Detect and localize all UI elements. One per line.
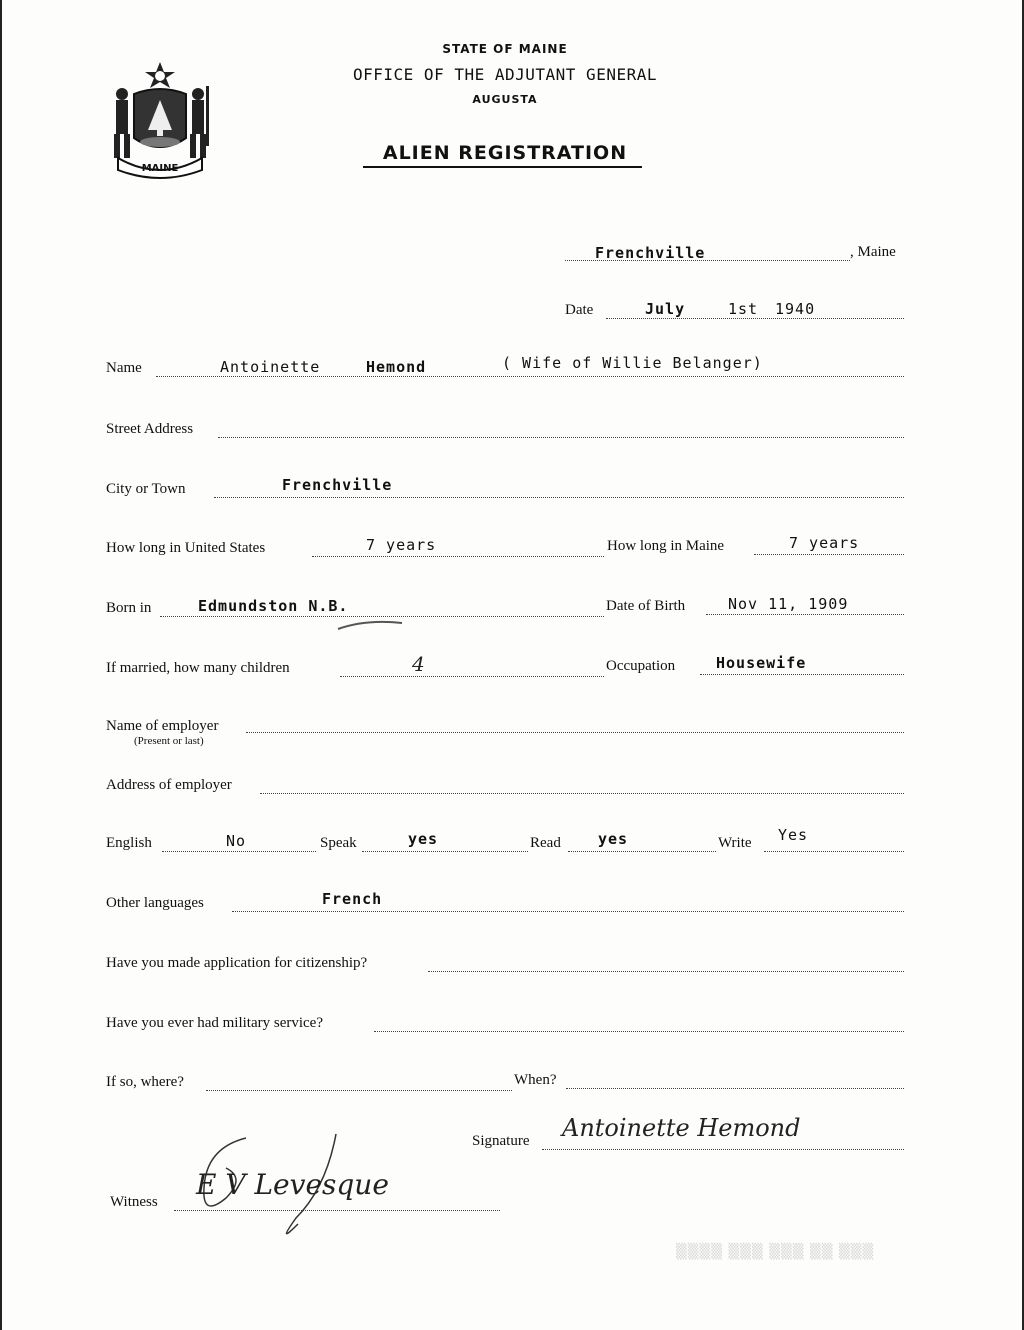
- read-dots: [568, 851, 716, 852]
- office-heading: OFFICE OF THE ADJUTANT GENERAL: [353, 65, 657, 84]
- read-label: Read: [530, 835, 561, 851]
- military-label: Have you ever had military service?: [106, 1015, 323, 1031]
- write-value: Yes: [778, 826, 809, 844]
- employer-address-field: [260, 793, 904, 794]
- how-long-maine-value: 7 years: [789, 534, 860, 552]
- children-dots: [340, 676, 604, 677]
- date-label: Date: [565, 302, 594, 318]
- how-long-us-label: How long in United States: [106, 540, 266, 556]
- how-long-us-value: 7 years: [366, 536, 437, 554]
- write-dots: [764, 851, 904, 852]
- signature-label: Signature: [472, 1133, 530, 1149]
- how-long-maine-label: How long in Maine: [607, 538, 725, 554]
- form-title: ALIEN REGISTRATION: [382, 142, 628, 164]
- faint-stamp: ▒▒▒▒ ▒▒▒ ▒▒▒ ▒▒ ▒▒▒: [676, 1244, 875, 1260]
- children-label: If married, how many children: [106, 660, 290, 676]
- read-value: yes: [598, 830, 629, 848]
- citizenship-label: Have you made application for citizenship?: [106, 955, 368, 971]
- date-of-birth-label: Date of Birth: [606, 598, 686, 614]
- other-languages-dots: [232, 911, 904, 912]
- employer-field: [246, 732, 904, 733]
- write-label: Write: [718, 835, 752, 851]
- born-in-label: Born in: [106, 600, 152, 616]
- when-label: When?: [514, 1072, 557, 1088]
- signature-dots: [542, 1149, 904, 1150]
- city-heading: AUGUSTA: [472, 93, 538, 106]
- witness-value: E V Levesque: [196, 1168, 389, 1201]
- english-value: No: [226, 832, 247, 850]
- military-field: [374, 1031, 904, 1032]
- when-field: [566, 1088, 904, 1089]
- speak-value: yes: [408, 830, 439, 848]
- seal-text: MAINE: [141, 163, 179, 174]
- city-dots: [214, 497, 904, 498]
- place-value: Frenchville: [595, 244, 706, 262]
- date-of-birth-dots: [706, 614, 904, 615]
- children-value: 4: [412, 652, 425, 676]
- name-last: Hemond: [366, 358, 427, 376]
- street-address-label: Street Address: [106, 421, 194, 437]
- date-dots: [606, 318, 904, 319]
- date-month: July: [645, 300, 686, 318]
- date-year: 1940: [775, 300, 816, 318]
- english-dots: [162, 851, 316, 852]
- how-long-us-dots: [312, 556, 604, 557]
- name-note: ( Wife of Willie Belanger): [502, 354, 763, 372]
- city-value: Frenchville: [282, 476, 393, 494]
- english-label: English: [106, 835, 152, 851]
- occupation-label: Occupation: [606, 658, 676, 674]
- where-field: [206, 1090, 512, 1091]
- pencil-mark-icon: [336, 617, 406, 631]
- citizenship-field: [428, 971, 904, 972]
- born-in-value: Edmundston N.B.: [198, 597, 349, 615]
- page-edge-left: [0, 0, 2, 1330]
- speak-dots: [362, 851, 528, 852]
- occupation-dots: [700, 674, 904, 675]
- employer-label: Name of employer: [106, 718, 219, 734]
- other-languages-label: Other languages: [106, 895, 204, 911]
- other-languages-value: French: [322, 890, 383, 908]
- name-label: Name: [106, 360, 142, 376]
- how-long-maine-dots: [754, 554, 904, 555]
- date-day: 1st: [728, 300, 759, 318]
- place-suffix: , Maine: [850, 244, 896, 260]
- street-address-field: [218, 437, 904, 438]
- witness-label: Witness: [110, 1194, 158, 1210]
- occupation-value: Housewife: [716, 654, 807, 672]
- title-underline: [363, 166, 642, 168]
- date-of-birth-value: Nov 11, 1909: [728, 595, 849, 613]
- speak-label: Speak: [320, 835, 357, 851]
- state-heading: STATE OF MAINE: [442, 42, 568, 56]
- employer-address-label: Address of employer: [106, 777, 232, 793]
- signature-value: Antoinette Hemond: [562, 1114, 801, 1142]
- name-first: Antoinette: [220, 358, 321, 376]
- name-dots: [156, 376, 904, 377]
- city-label: City or Town: [106, 481, 186, 497]
- where-label: If so, where?: [106, 1074, 184, 1090]
- employer-sublabel: (Present or last): [134, 735, 204, 747]
